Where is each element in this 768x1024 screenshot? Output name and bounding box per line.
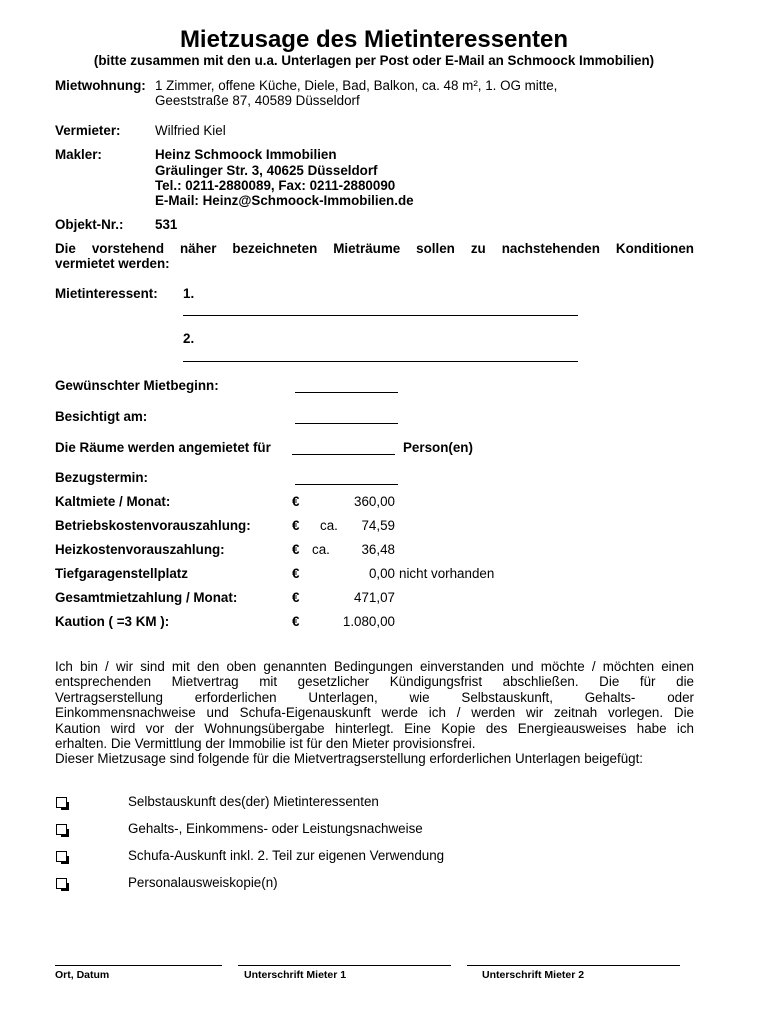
declaration-line: erhalten. Die Vermittlung der Immobilie ist für den Mieter provisionsfrei. [55,736,476,751]
persons-line[interactable] [292,454,395,455]
tenant-2-signature-label: Unterschrift Mieter 2 [482,969,585,981]
attachments-intro: Dieser Mietzusage sind folgende für die Mietvertragserstellung erforderlichen Unterlagen beigefügt: [55,751,644,766]
euro-sign: € [292,518,300,533]
declaration-line: Einkommensnachweise und Schufa-Eigenauskunft werde ich / werden wir zeitnah vorlegen. Die [55,705,694,720]
object-value: 531 [155,217,178,232]
object-label: Objekt-Nr.: [55,217,124,232]
cost-amount: 36,48 [361,542,395,557]
cost-amount: 1.080,00 [342,614,395,629]
tenant-2-signature-line[interactable] [467,965,680,966]
cost-label: Betriebskostenvorauszahlung: [55,518,251,533]
applicant-label: Mietinteressent: [55,286,158,301]
applicant-1-line[interactable] [183,315,578,316]
cost-amount: 0,00 [368,566,395,581]
tenant-1-signature-line[interactable] [238,965,451,966]
checklist-label: Schufa-Auskunft inkl. 2. Teil zur eigenen Verwendung [128,848,445,863]
viewed-line[interactable] [295,423,398,424]
viewed-label: Besichtigt am: [55,409,148,424]
broker-label: Makler: [55,147,102,162]
checklist-label: Selbstauskunft des(der) Mietinteressenten [128,794,379,809]
checkbox-icon[interactable] [56,797,67,808]
property-line-1: 1 Zimmer, offene Küche, Diele, Bad, Balkon, ca. 48 m², 1. OG mitte, [155,78,558,93]
start-line[interactable] [295,392,398,393]
cost-prefix: ca. [320,518,338,533]
checkbox-icon[interactable] [56,878,67,889]
declaration-line: Ich bin / wir sind mit den oben genannten Bedingungen einverstanden und möchte / möchten einen [55,659,694,674]
cost-prefix: ca. [312,542,330,557]
checklist-label: Personalausweiskopie(n) [128,875,278,890]
property-label: Mietwohnung: [55,78,146,93]
cost-amount: 360,00 [354,494,395,509]
intro-line-1: Die vorstehend näher bezeichneten Mieträume sollen zu nachstehenden Konditionen [55,241,694,256]
cost-label: Tiefgaragenstellplatz [55,566,188,581]
checkbox-icon[interactable] [56,824,67,835]
euro-sign: € [292,542,300,557]
broker-address: Gräulinger Str. 3, 40625 Düsseldorf [155,163,378,178]
euro-sign: € [292,566,300,581]
checklist-label: Gehalts-, Einkommens- oder Leistungsnachweise [128,821,423,836]
landlord-value: Wilfried Kiel [155,123,226,138]
checkbox-icon[interactable] [56,851,67,862]
page-subtitle: (bitte zusammen mit den u.a. Unterlagen per Post oder E-Mail an Schmoock Immobilien) [93,53,655,68]
movein-line[interactable] [295,484,398,485]
page-title: Mietzusage des Mietinteressenten [179,26,569,53]
cost-label: Heizkostenvorauszahlung: [55,542,225,557]
cost-label: Kaltmiete / Monat: [55,494,171,509]
euro-sign: € [292,614,300,629]
tenant-1-signature-label: Unterschrift Mieter 1 [244,969,347,981]
declaration-line: Vertragserstellung erforderlichen Unterlagen, wie Selbstauskunft, Gehalts- oder [55,690,694,705]
cost-note: nicht vorhanden [399,566,495,581]
persons-label: Die Räume werden angemietet für [55,440,271,455]
property-line-2: Geeststraße 87, 40589 Düsseldorf [155,93,360,108]
movein-label: Bezugstermin: [55,470,149,485]
cost-amount: 471,07 [354,590,395,605]
cost-label: Gesamtmietzahlung / Monat: [55,590,238,605]
landlord-label: Vermieter: [55,123,121,138]
applicant-2-line[interactable] [183,361,578,362]
applicant-2-number: 2. [183,331,195,346]
declaration-line: Kaution wird vor der Wohnungsübergabe hinterlegt. Eine Kopie des Energieausweises habe ich [55,721,694,736]
euro-sign: € [292,494,300,509]
broker-email: E-Mail: Heinz@Schmoock-Immobilien.de [155,193,414,208]
broker-name: Heinz Schmoock Immobilien [155,147,337,162]
applicant-1-number: 1. [183,286,195,301]
intro-line-2: vermietet werden: [55,256,170,271]
place-date-label: Ort, Datum [55,969,110,981]
start-label: Gewünschter Mietbeginn: [55,378,219,393]
declaration-line: entsprechenden Mietvertrag mit gesetzlicher Kündigungsfrist abschließen. Die für die [55,674,694,689]
cost-label: Kaution ( =3 KM ): [55,614,170,629]
persons-suffix: Person(en) [403,440,473,455]
euro-sign: € [292,590,300,605]
broker-phone: Tel.: 0211-2880089, Fax: 0211-2880090 [155,178,396,193]
place-date-line[interactable] [55,965,222,966]
cost-amount: 74,59 [361,518,395,533]
